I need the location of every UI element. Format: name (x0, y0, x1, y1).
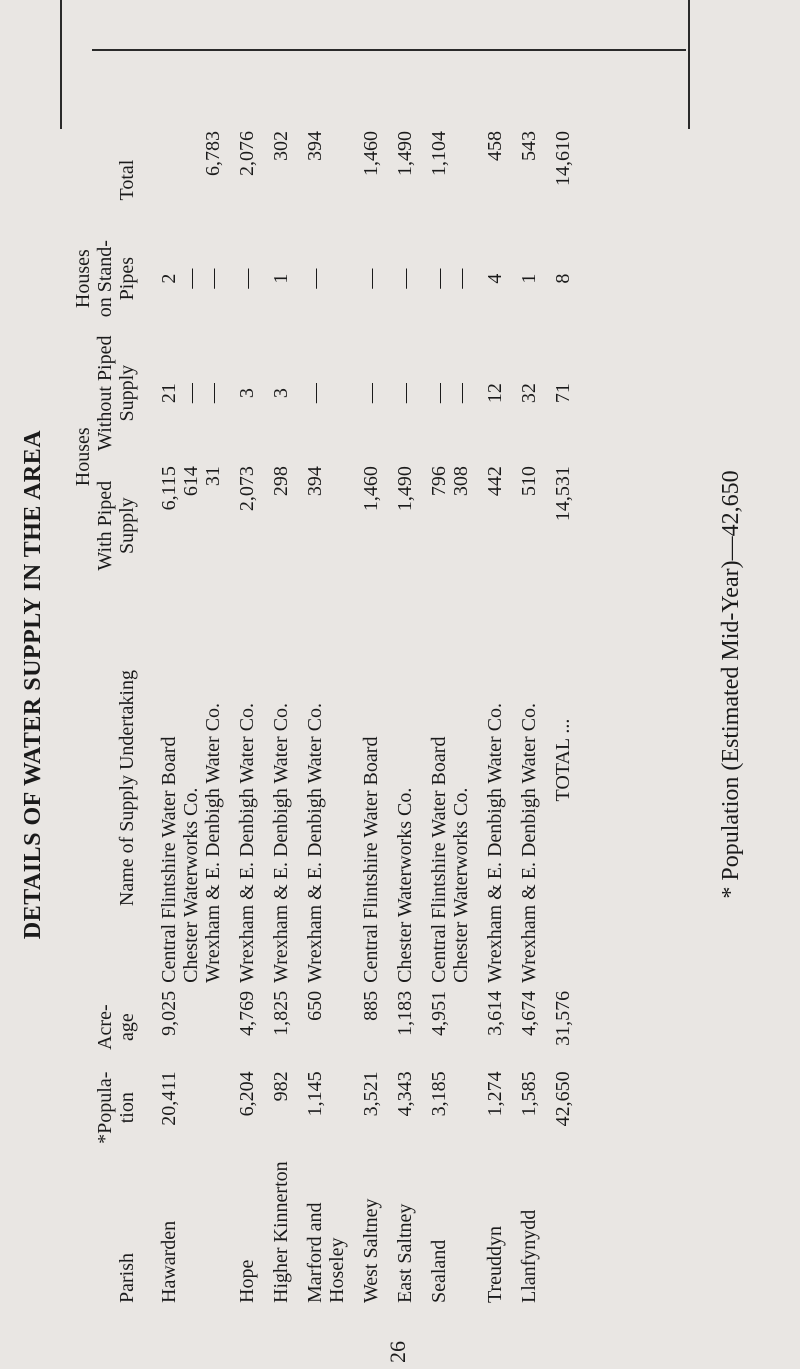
standpipes-cell: 1 (518, 273, 540, 284)
with-piped-cell: 442 (484, 466, 506, 497)
parish-cell: Hawarden (158, 1220, 180, 1303)
acreage-cell: 1,183 (394, 990, 416, 1036)
standpipes-cell: — (236, 268, 258, 289)
without-piped-cell: — (360, 383, 382, 404)
undertaking-name-cell: Central Flintshire Water Board (158, 736, 180, 983)
with-piped-cell: 2,073 (236, 466, 258, 512)
grand-total-cell: 14,610 (552, 131, 574, 186)
without-piped-cell: 32 (518, 383, 540, 404)
with-piped-cell: 308 (450, 466, 472, 497)
standpipes-cell: — (202, 268, 224, 289)
table-header (72, 127, 146, 1307)
parish-cell: Treuddyn (484, 1225, 506, 1303)
with-piped-cell: 614 (180, 466, 202, 497)
total-cell: 1,104 (428, 131, 450, 176)
population-cell: 1,274 (484, 1071, 506, 1117)
totals-row (540, 127, 574, 1307)
acreage-cell: 9,025 (158, 990, 180, 1036)
row-spacer (472, 127, 484, 1307)
row-spacer (382, 127, 394, 1307)
without-piped-cell: 12 (484, 383, 506, 404)
population-cell: 6,204 (236, 1071, 258, 1117)
with-piped-cell: 1,460 (360, 466, 382, 512)
row-spacer (146, 127, 158, 1307)
total-cell (180, 127, 202, 233)
parish-cell: Llanfynydd (518, 1209, 540, 1303)
total-label-cell: TOTAL ... (552, 718, 574, 802)
standpipes-cell: — (180, 268, 202, 289)
undertaking-name-cell: Chester Waterworks Co. (450, 787, 472, 983)
undertaking-name-cell: Wrexham & E. Denbigh Water Co. (484, 702, 506, 983)
header-acreage: Acre- age (94, 1004, 138, 1050)
table-row (304, 127, 348, 1307)
population-cell: 20,411 (158, 1071, 180, 1126)
table-row (270, 127, 292, 1307)
table-row (236, 127, 258, 1307)
table-row (360, 127, 382, 1307)
row-spacer (224, 127, 236, 1307)
with-piped-cell: 6,115 (158, 466, 180, 511)
margin-rule-top (60, 0, 62, 129)
population-cell: 1,145 (304, 1071, 326, 1117)
header-houses-group: Houses (72, 427, 94, 487)
undertaking-name-cell: Central Flintshire Water Board (428, 736, 450, 983)
standpipes-cell: — (394, 268, 416, 289)
without-piped-cell: 3 (270, 388, 292, 399)
population-cell: 4,343 (394, 1071, 416, 1117)
parish-cell: East Saltney (394, 1203, 416, 1303)
without-piped-cell: — (450, 383, 472, 404)
acreage-cell: 1,825 (270, 990, 292, 1036)
table-row (484, 127, 506, 1307)
page-number: 26 (385, 1341, 410, 1363)
total-standpipes-cell: 8 (552, 273, 574, 284)
undertaking-name-cell: Central Flintshire Water Board (360, 736, 382, 983)
population-cell: 1,585 (518, 1071, 540, 1117)
without-piped-cell: — (394, 383, 416, 404)
without-piped-cell: — (428, 383, 450, 404)
without-piped-cell: — (304, 383, 326, 404)
undertaking-name-cell: Wrexham & E. Denbigh Water Co. (518, 702, 540, 983)
acreage-cell: 885 (360, 990, 382, 1021)
total-with-piped-cell: 14,531 (552, 466, 574, 522)
undertaking-name-cell: Wrexham & E. Denbigh Water Co. (304, 702, 326, 983)
total-without-piped-cell: 71 (552, 383, 574, 404)
parish-cell: Sealand (428, 1239, 450, 1303)
header-parish: Parish (116, 1253, 138, 1303)
with-piped-cell: 394 (304, 466, 326, 497)
total-cell: 2,076 (236, 131, 258, 176)
population-cell: 3,521 (360, 1071, 382, 1117)
standpipes-cell: 4 (484, 273, 506, 284)
undertaking-name-cell: Wrexham & E. Denbigh Water Co. (270, 702, 292, 983)
undertaking-name-cell: Wrexham & E. Denbigh Water Co. (202, 702, 224, 983)
acreage-cell: 4,769 (236, 990, 258, 1036)
page-title: DETAILS OF WATER SUPPLY IN THE AREA (20, 429, 46, 940)
standpipes-cell: — (428, 268, 450, 289)
total-cell: 458 (484, 131, 506, 161)
header-standpipes: Houses on Stand- Pipes (72, 240, 138, 318)
population-cell: 3,185 (428, 1071, 450, 1117)
row-spacer (506, 127, 518, 1307)
table-row (158, 127, 180, 1307)
row-spacer (348, 127, 360, 1307)
with-piped-cell: 31 (202, 466, 224, 487)
parish-cell: Marford and Hoseley (304, 1202, 348, 1303)
standpipes-cell: — (304, 268, 326, 289)
table-body (146, 127, 574, 1307)
header-undertaking: Name of Supply Undertaking (116, 670, 138, 907)
table-row (518, 127, 540, 1307)
header-without-piped: Without Piped Supply (94, 335, 138, 451)
total-cell: 1,460 (360, 131, 382, 176)
undertaking-name-cell: Chester Waterworks Co. (394, 787, 416, 983)
total-cell (158, 127, 180, 233)
header-population: *Popula- tion (94, 1071, 138, 1144)
with-piped-cell: 796 (428, 466, 450, 497)
standpipes-cell: 2 (158, 273, 180, 284)
header-with-piped: With Piped Supply (94, 480, 138, 571)
row-spacer (416, 127, 428, 1307)
table-row (394, 127, 416, 1307)
total-cell: 394 (304, 131, 326, 161)
without-piped-cell: 3 (236, 388, 258, 399)
acreage-cell: 3,614 (484, 990, 506, 1036)
undertaking-name-cell: Wrexham & E. Denbigh Water Co. (236, 702, 258, 983)
parish-cell: Hope (236, 1259, 258, 1303)
with-piped-cell: 1,490 (394, 466, 416, 512)
total-cell: 302 (270, 131, 292, 161)
acreage-cell: 4,951 (428, 990, 450, 1036)
with-piped-cell: 510 (518, 466, 540, 497)
without-piped-cell: — (202, 383, 224, 404)
standpipes-cell: — (450, 268, 472, 289)
margin-rule-bottom (688, 0, 690, 129)
footnote: * Population (Estimated Mid-Year)—42,650 (718, 470, 744, 899)
table-row (428, 127, 450, 1307)
acreage-cell: 650 (304, 990, 326, 1021)
row-spacer (292, 127, 304, 1307)
total-cell: 543 (518, 131, 540, 161)
acreage-cell: 4,674 (518, 990, 540, 1036)
parish-cell: West Saltney (360, 1198, 382, 1303)
standpipes-cell: 1 (270, 273, 292, 284)
parish-cell: Higher Kinnerton (270, 1161, 292, 1303)
right-margin-rule (92, 49, 686, 51)
without-piped-cell: — (180, 383, 202, 404)
with-piped-cell: 298 (270, 466, 292, 497)
water-supply-table (72, 127, 574, 1307)
population-cell: 982 (270, 1071, 292, 1102)
without-piped-cell: 21 (158, 383, 180, 404)
total-cell: 1,490 (394, 131, 416, 176)
header-total: Total (116, 159, 138, 201)
standpipes-cell: — (360, 268, 382, 289)
total-cell (450, 127, 472, 233)
total-population-cell: 42,650 (552, 1071, 574, 1127)
undertaking-name-cell: Chester Waterworks Co. (180, 787, 202, 983)
total-cell: 6,783 (202, 131, 224, 176)
totals-blank (540, 1148, 574, 1307)
row-spacer (258, 127, 270, 1307)
total-acreage-cell: 31,576 (552, 990, 574, 1046)
